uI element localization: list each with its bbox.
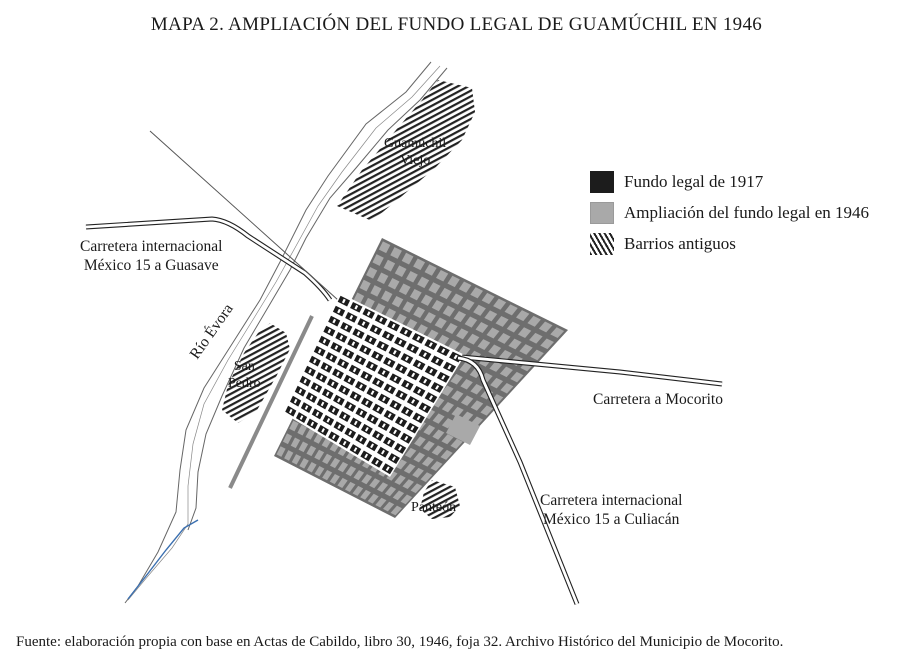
legend-label: Fundo legal de 1917 [624,171,764,191]
legend-swatch-grey [590,202,614,224]
label-panteon: Panteón [411,500,457,515]
legend-label: Ampliación del fundo legal en 1946 [624,202,870,222]
legend-item-1946 [590,197,869,228]
legend-item-barrios [590,228,869,259]
label-rio-evora: Río Évora [186,300,237,363]
legend [590,166,869,259]
label-san-pedro: San Pedro [228,359,261,391]
legend-swatch-black [590,171,614,193]
map-title: MAPA 2. AMPLIACIÓN DEL FUNDO LEGAL DE GUAMÚCHIL EN 1946 [150,14,763,35]
label-carretera-guasave: Carretera internacional México 15 a Guasave [80,238,223,274]
source-note: Fuente: elaboración propia con base en Actas de Cabildo, libro 30, 1946, foja 32. Archivo Histórico del Municipio de Mocorito. [16,634,784,650]
label-carretera-culiacan: Carretera internacional México 15 a Culiacán [540,492,683,528]
label-guamuchil-viejo: Guamúchil Viejo [384,136,447,168]
legend-label: Barrios antiguos [624,233,736,253]
label-carretera-mocorito: Carretera a Mocorito [593,391,723,408]
legend-swatch-hatched [590,233,614,255]
legend-item-1917 [590,166,869,197]
